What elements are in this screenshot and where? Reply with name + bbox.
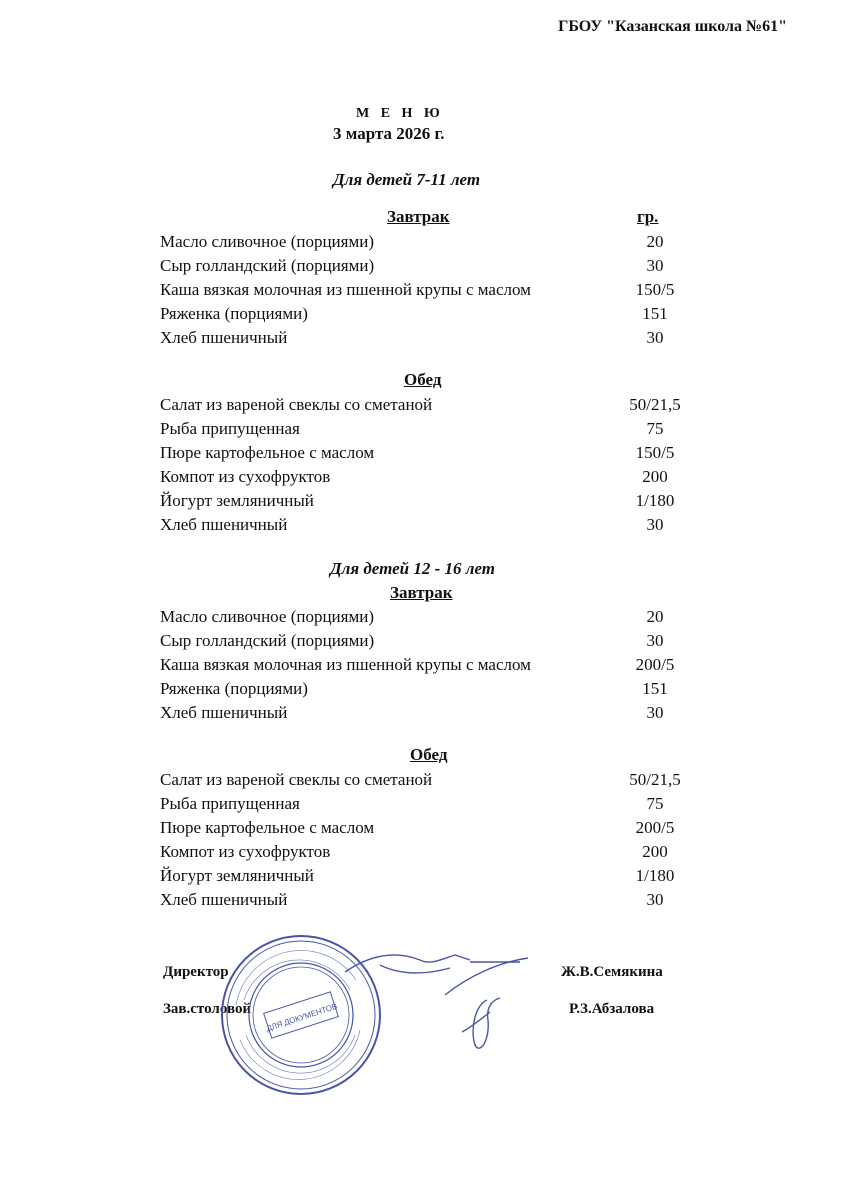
dish-name: Ряженка (порциями) xyxy=(160,679,308,698)
dish-name: Салат из вареной свеклы со сметаной xyxy=(160,770,433,789)
dish-name: Масло сливочное (порциями) xyxy=(160,607,374,626)
dish-name: Хлеб пшеничный xyxy=(160,515,288,534)
menu-item-row xyxy=(160,866,700,890)
menu-item-row xyxy=(160,467,700,491)
dish-weight: 75 xyxy=(646,419,664,438)
dish-name: Хлеб пшеничный xyxy=(160,703,288,722)
dish-weight: 20 xyxy=(646,607,664,626)
dish-weight: 50/21,5 xyxy=(629,770,681,789)
dish-weight: 30 xyxy=(646,890,664,909)
dish-name: Каша вязкая молочная из пшенной крупы с маслом xyxy=(160,280,531,299)
menu-date: 3 марта 2026 г. xyxy=(333,124,445,143)
director-role: Директор xyxy=(163,964,229,980)
menu-title: М Е Н Ю xyxy=(356,106,444,121)
organization-name: ГБОУ "Казанская школа №61" xyxy=(558,18,787,35)
dish-name: Пюре картофельное с маслом xyxy=(160,443,375,462)
dish-name: Пюре картофельное с маслом xyxy=(160,818,375,837)
dish-name: Хлеб пшеничный xyxy=(160,328,288,347)
dish-weight: 150/5 xyxy=(635,280,675,299)
dish-weight: 200/5 xyxy=(635,655,675,674)
menu-item-row xyxy=(160,491,700,515)
dish-name: Сыр голландский (порциями) xyxy=(160,256,375,275)
menu-item-row xyxy=(160,794,700,818)
menu-item-row xyxy=(160,304,700,328)
menu-item-row xyxy=(160,232,700,256)
dish-name: Ряженка (порциями) xyxy=(160,304,308,323)
dish-weight: 151 xyxy=(642,679,668,698)
dish-weight: 200 xyxy=(642,467,668,486)
dish-weight: 150/5 xyxy=(635,443,675,462)
menu-item-row xyxy=(160,395,700,419)
dish-weight: 30 xyxy=(646,256,664,275)
dish-weight: 20 xyxy=(646,232,664,251)
menu-item-row xyxy=(160,655,700,679)
dish-weight: 50/21,5 xyxy=(629,395,681,414)
dish-name: Компот из сухофруктов xyxy=(160,467,331,486)
menu-item-row xyxy=(160,328,700,352)
canteen-manager-role: Зав.столовой xyxy=(163,1001,252,1017)
dish-name: Каша вязкая молочная из пшенной крупы с маслом xyxy=(160,655,531,674)
dish-weight: 30 xyxy=(646,515,664,534)
dish-weight: 30 xyxy=(646,328,664,347)
dish-weight: 1/180 xyxy=(635,491,675,510)
menu-item-row xyxy=(160,770,700,794)
dish-weight: 200 xyxy=(642,842,668,861)
stamp-text xyxy=(265,1002,338,1033)
dish-weight: 200/5 xyxy=(635,818,675,837)
meal-heading-lunch-7-11: Обед xyxy=(404,370,442,389)
menu-item-row xyxy=(160,256,700,280)
director-name: Ж.В.Семякина xyxy=(561,964,663,980)
menu-item-row xyxy=(160,890,700,914)
age-group-12-16: Для детей 12 - 16 лет xyxy=(330,559,496,578)
menu-item-row xyxy=(160,280,700,304)
dish-name: Компот из сухофруктов xyxy=(160,842,331,861)
canteen-manager-name: Р.З.Абзалова xyxy=(569,1001,655,1017)
menu-item-row xyxy=(160,607,700,631)
dish-name: Рыба припущенная xyxy=(160,419,300,438)
dish-weight: 75 xyxy=(646,794,664,813)
dish-weight: 30 xyxy=(646,703,664,722)
meal-heading-breakfast-7-11: Завтрак xyxy=(387,207,450,226)
dish-name: Хлеб пшеничный xyxy=(160,890,288,909)
menu-item-row xyxy=(160,818,700,842)
meal-heading-lunch-12-16: Обед xyxy=(410,745,448,764)
meal-heading-breakfast-12-16: Завтрак xyxy=(390,583,453,602)
canteen-manager-signature xyxy=(462,998,500,1048)
menu-item-row xyxy=(160,679,700,703)
unit-label: гр. xyxy=(637,207,659,226)
dish-weight: 1/180 xyxy=(635,866,675,885)
menu-item-row xyxy=(160,419,700,443)
dish-weight: 30 xyxy=(646,631,664,650)
dish-name: Масло сливочное (порциями) xyxy=(160,232,374,251)
stamp-center-text: ДЛЯ ДОКУМЕНТОВ xyxy=(265,1001,339,1034)
age-group-7-11: Для детей 7-11 лет xyxy=(333,170,481,189)
menu-item-row xyxy=(160,703,700,727)
menu-item-row xyxy=(160,631,700,655)
dish-name: Рыба припущенная xyxy=(160,794,300,813)
menu-item-row xyxy=(160,443,700,467)
dish-name: Сыр голландский (порциями) xyxy=(160,631,375,650)
menu-item-row xyxy=(160,842,700,866)
menu-item-row xyxy=(160,515,700,539)
dish-weight: 151 xyxy=(642,304,668,323)
dish-name: Салат из вареной свеклы со сметаной xyxy=(160,395,433,414)
director-signature xyxy=(345,955,528,995)
dish-name: Йогурт земляничный xyxy=(160,491,314,510)
dish-name: Йогурт земляничный xyxy=(160,866,314,885)
